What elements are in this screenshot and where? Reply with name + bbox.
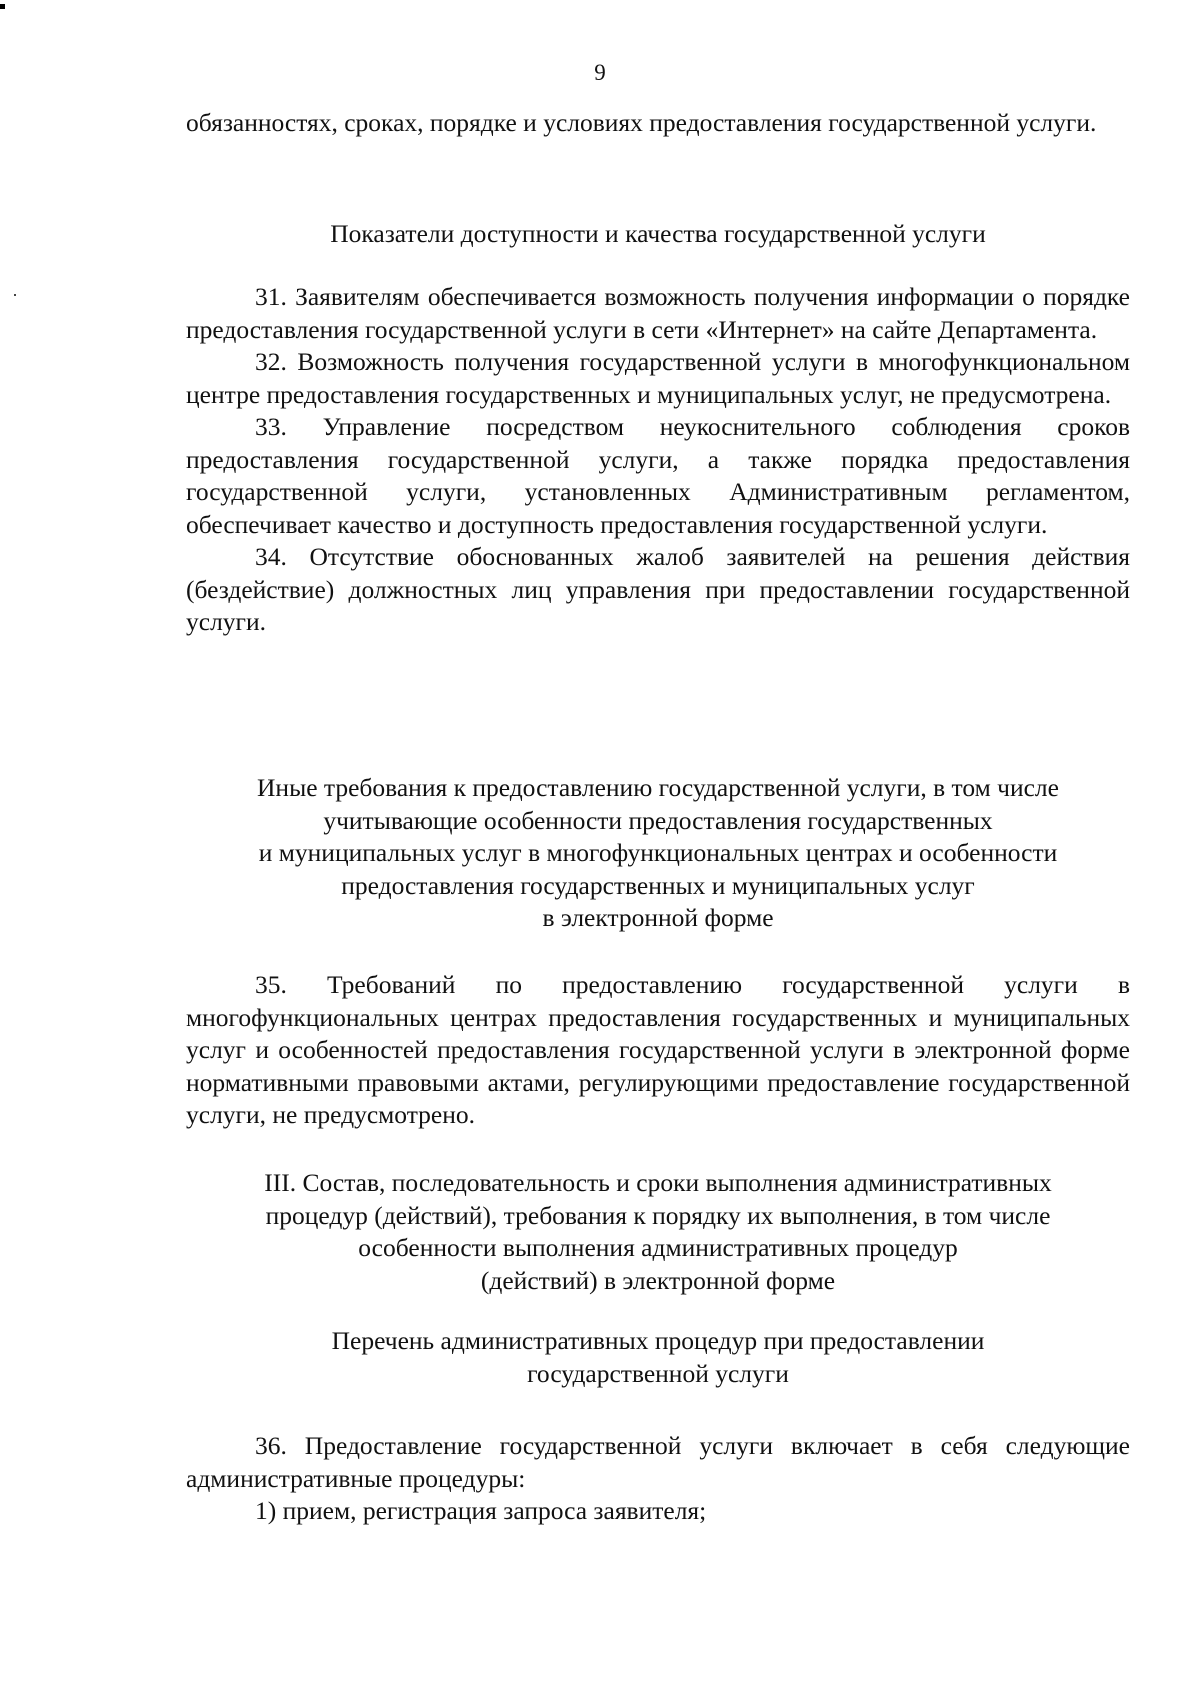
paragraph-35: 35. Требований по предоставлению государственной услуги в многофункциональных центрах предоставления государственных и муниципальных услуг и особенностей предоставления государственной услуги в электронной форме нормативными правовыми актами, регулирующими предоставление государственной услуги, не предусмотрено. [186, 970, 1130, 1129]
paragraph-33: 33. Управление посредством неукоснительного соблюдения сроков предоставления государственной услуги, а также порядка предоставления государственной услуги, установленных Административным регламентом, обеспечивает качество и доступность предоставления государственной услуги. [186, 412, 1130, 539]
paragraph-34: 34. Отсутствие обоснованных жалоб заявителей на решения действия (бездействие) должностных лиц управления при предоставлении государственной услуги. [186, 542, 1130, 636]
continuation-text [186, 107, 1130, 140]
heading-line: в электронной форме [542, 903, 774, 932]
paragraph-31: 31. Заявителям обеспечивается возможность получения информации о порядке предоставления государственной услуги в сети «Интернет» на сайте Департамента. [186, 282, 1130, 344]
section-iii-heading [186, 1167, 1130, 1297]
paragraph-36: 36. Предоставление государственной услуги включает в себя следующие административные процедуры: [186, 1431, 1130, 1493]
heading-line: Перечень административных процедур при предоставлении [331, 1326, 985, 1355]
scan-artifact-dot [14, 294, 16, 296]
continuation-paragraph: обязанностях, сроках, порядке и условиях предоставления государственной услуги. [186, 108, 1097, 137]
heading-line: государственной услуги [527, 1358, 789, 1388]
heading-line: предоставления государственных и муниципальных услуг [341, 870, 975, 900]
section-availability-body [186, 281, 1130, 639]
paragraph-32: 32. Возможность получения государственной услуги в многофункциональном центре предоставления государственных и муниципальных услуг, не предусмотрена. [186, 347, 1130, 409]
heading-line: процедур (действий), требования к порядку их выполнения, в том числе [265, 1200, 1051, 1230]
section-procedures-body [186, 1430, 1130, 1528]
section-other-requirements-body [186, 969, 1130, 1132]
section-other-requirements-heading [186, 772, 1130, 935]
heading-line: III. Состав, последовательность и сроки выполнения административных [264, 1168, 1052, 1197]
heading-line: Иные требования к предоставлению государственной услуги, в том числе [257, 773, 1059, 802]
page-number: 9 [594, 60, 606, 85]
section-procedures-heading [186, 1325, 1130, 1390]
section-availability-heading: Показатели доступности и качества государственной услуги [330, 219, 986, 248]
scan-artifact-mark [0, 4, 5, 9]
heading-line: (действий) в электронной форме [480, 1265, 836, 1295]
list-item: 1) прием, регистрация запроса заявителя; [255, 1496, 707, 1525]
heading-line: и муниципальных услуг в многофункциональных центрах и особенности [258, 838, 1058, 867]
heading-line: учитывающие особенности предоставления государственных [323, 805, 993, 835]
heading-line: особенности выполнения административных процедур [358, 1233, 958, 1262]
